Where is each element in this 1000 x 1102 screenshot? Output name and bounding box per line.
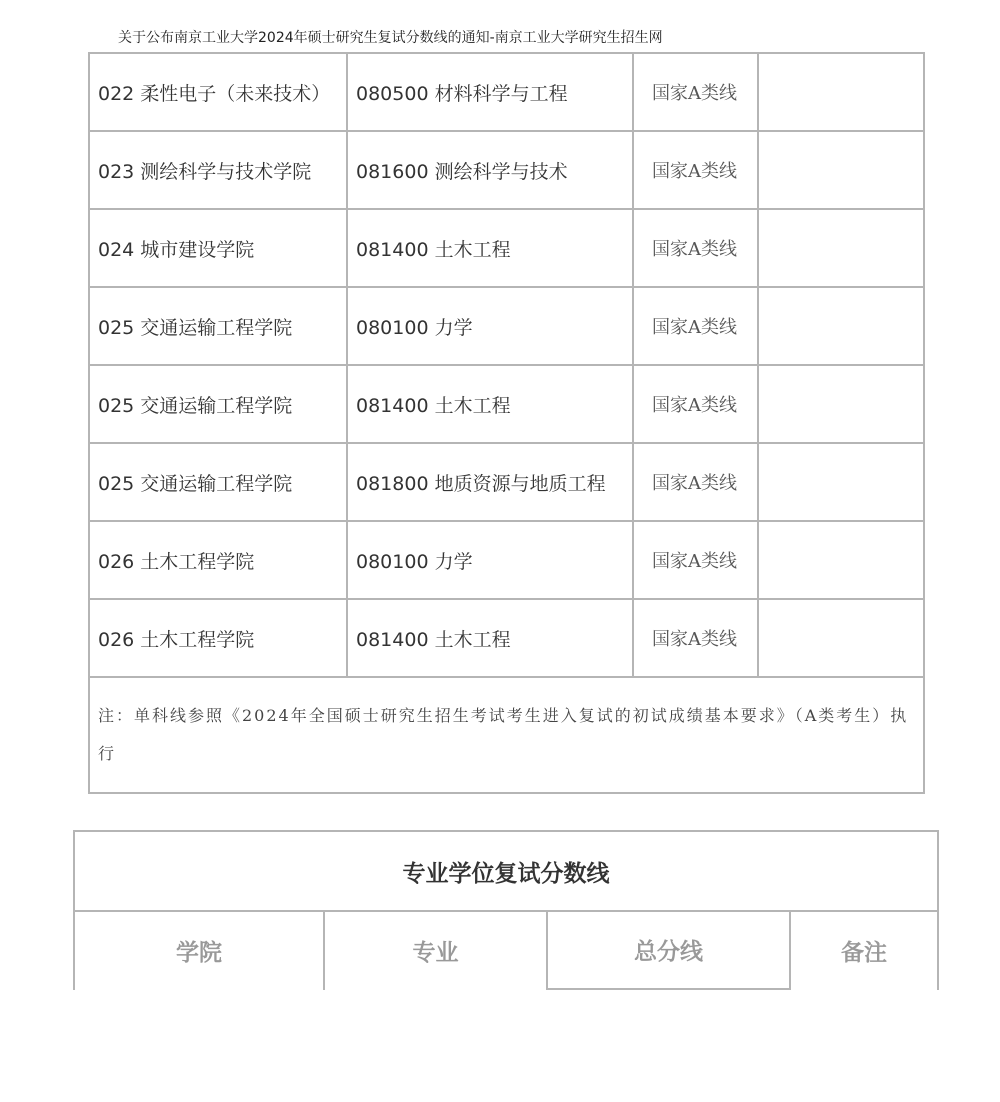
table-row [89, 365, 924, 443]
score-line-cell: 国家A类线 [633, 53, 758, 131]
major-cell: 081400 土木工程 [347, 599, 633, 677]
note-cell [758, 131, 924, 209]
major-cell: 080500 材料科学与工程 [347, 53, 633, 131]
major-cell: 081600 测绘科学与技术 [347, 131, 633, 209]
score-line-cell: 国家A类线 [633, 209, 758, 287]
professional-score-table [73, 830, 939, 992]
table-row [89, 521, 924, 599]
score-line-cell: 国家A类线 [633, 287, 758, 365]
document-title: 关于公布南京工业大学2024年硕士研究生复试分数线的通知-南京工业大学研究生招生网 [118, 30, 663, 46]
header-note: 备注 [791, 910, 939, 990]
note-cell [758, 53, 924, 131]
major-cell: 081400 土木工程 [347, 209, 633, 287]
header-total-score: 总分线 [546, 910, 791, 990]
major-cell: 080100 力学 [347, 521, 633, 599]
score-line-cell: 国家A类线 [633, 599, 758, 677]
table-row [89, 599, 924, 677]
note-cell [758, 365, 924, 443]
major-cell: 081400 土木工程 [347, 365, 633, 443]
table-row [89, 287, 924, 365]
college-cell: 026 土木工程学院 [89, 599, 347, 677]
score-line-cell: 国家A类线 [633, 131, 758, 209]
table-row [89, 209, 924, 287]
note-cell [758, 443, 924, 521]
note-cell [758, 287, 924, 365]
header-major: 专业 [323, 910, 546, 990]
table-footnote: 注：单科线参照《2024年全国硕士研究生招生考试考生进入复试的初试成绩基本要求》（A类考生）执行 [89, 677, 924, 793]
major-cell: 080100 力学 [347, 287, 633, 365]
note-cell [758, 209, 924, 287]
college-cell: 023 测绘科学与技术学院 [89, 131, 347, 209]
note-cell [758, 599, 924, 677]
table-row [89, 131, 924, 209]
table-footnote-row [89, 677, 924, 793]
college-cell: 025 交通运输工程学院 [89, 365, 347, 443]
table-row [89, 443, 924, 521]
note-cell [758, 521, 924, 599]
major-cell: 081800 地质资源与地质工程 [347, 443, 633, 521]
score-line-cell: 国家A类线 [633, 521, 758, 599]
college-cell: 025 交通运输工程学院 [89, 287, 347, 365]
professional-table-title: 专业学位复试分数线 [73, 830, 939, 912]
table-row [89, 53, 924, 131]
header-college: 学院 [73, 910, 323, 990]
score-line-cell: 国家A类线 [633, 365, 758, 443]
academic-score-table [88, 52, 925, 794]
college-cell: 022 柔性电子（未来技术） [89, 53, 347, 131]
college-cell: 026 土木工程学院 [89, 521, 347, 599]
college-cell: 025 交通运输工程学院 [89, 443, 347, 521]
score-line-cell: 国家A类线 [633, 443, 758, 521]
college-cell: 024 城市建设学院 [89, 209, 347, 287]
